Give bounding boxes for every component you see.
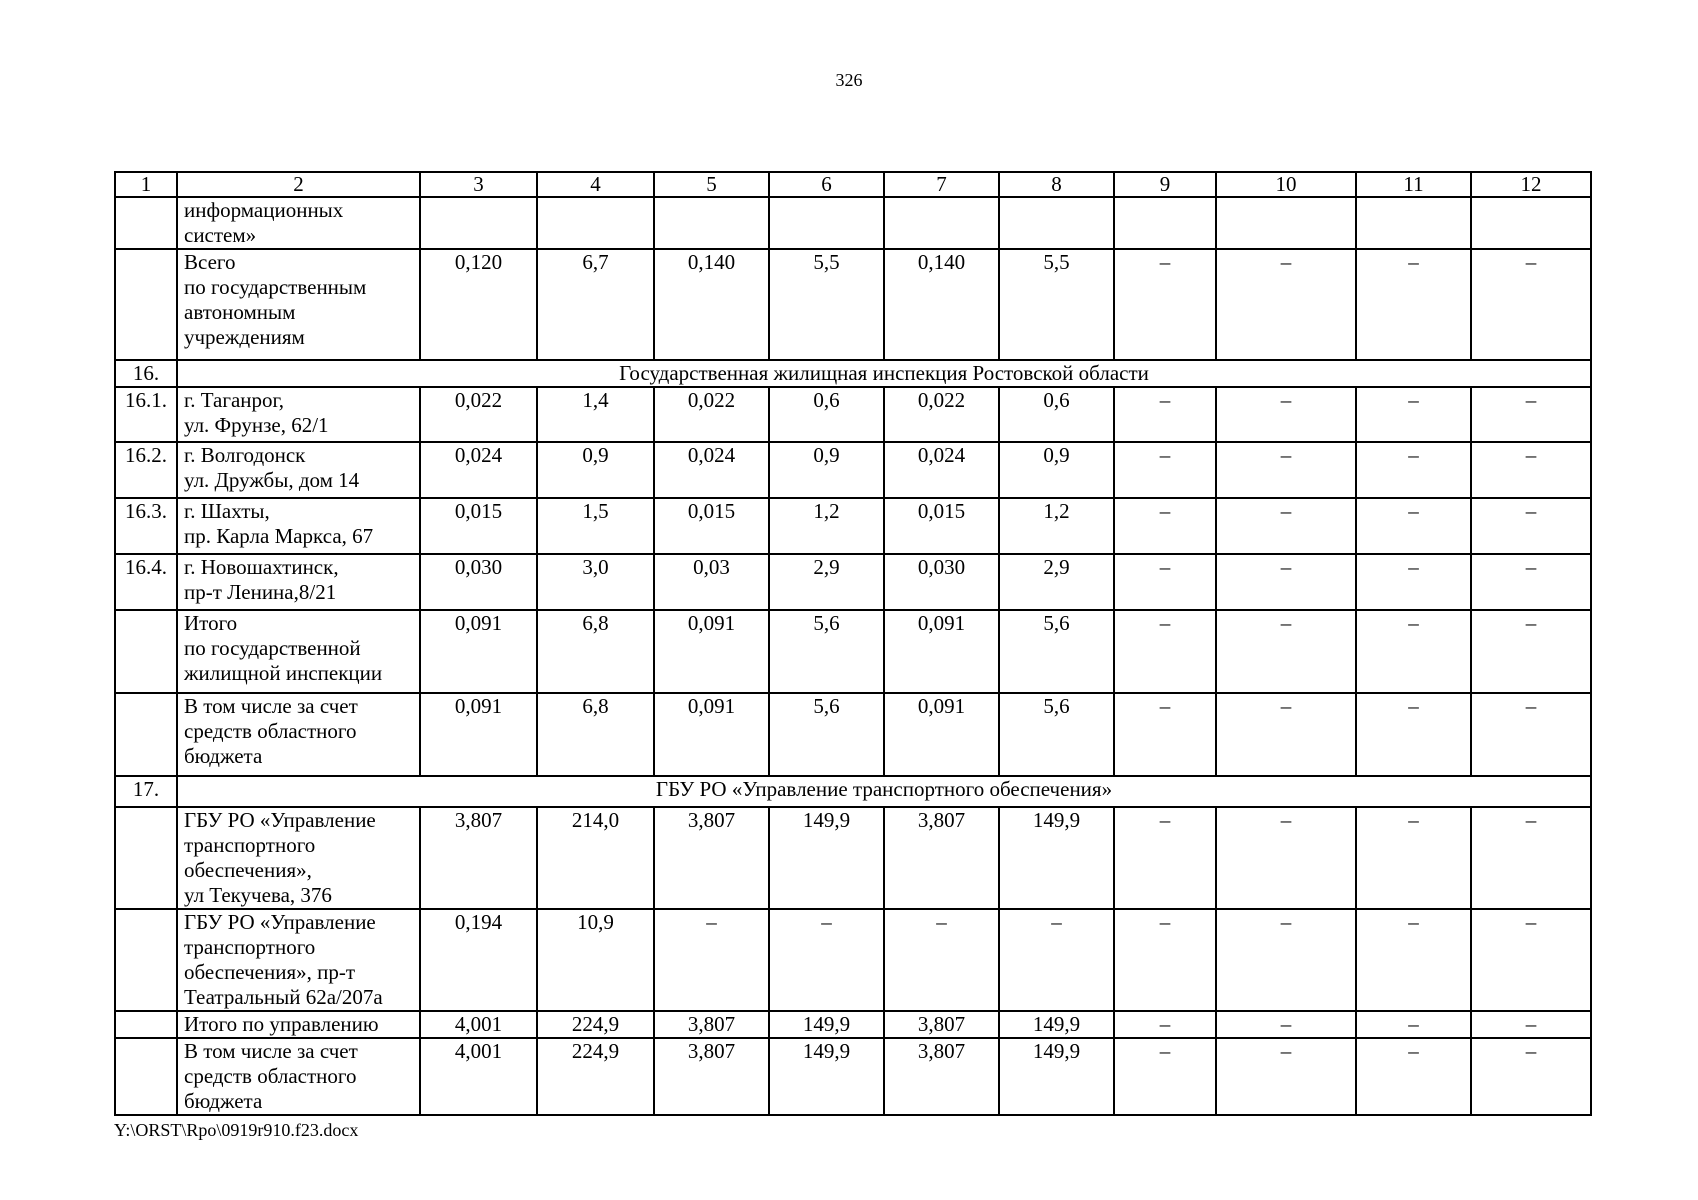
column-number-cell: 10 (1216, 172, 1356, 197)
value-cell: 0,03 (654, 554, 769, 610)
value-cell: 3,807 (654, 1011, 769, 1038)
value-cell: 0,030 (884, 554, 999, 610)
value-cell: 3,807 (654, 1038, 769, 1115)
value-cell: 5,6 (999, 693, 1114, 776)
row-name-cell: Всего по государственным автономным учреждениям (177, 249, 420, 360)
value-cell: 1,2 (769, 498, 884, 554)
value-cell: – (1356, 249, 1471, 360)
value-cell: – (1356, 610, 1471, 693)
value-cell: – (1216, 442, 1356, 498)
value-cell: – (1114, 387, 1216, 442)
value-cell: 149,9 (769, 807, 884, 909)
value-cell: 0,6 (769, 387, 884, 442)
value-cell: 0,022 (654, 387, 769, 442)
value-cell: – (1114, 807, 1216, 909)
value-cell: 0,091 (654, 693, 769, 776)
column-number-cell: 7 (884, 172, 999, 197)
value-cell: 149,9 (999, 1038, 1114, 1115)
value-cell: – (884, 909, 999, 1011)
value-cell: – (1356, 442, 1471, 498)
value-cell: 0,091 (884, 693, 999, 776)
row-number-cell (115, 197, 177, 249)
value-cell: – (1216, 498, 1356, 554)
table-row (115, 1038, 1591, 1115)
table-row (115, 909, 1591, 1011)
table-row (115, 498, 1591, 554)
column-number-cell: 4 (537, 172, 654, 197)
value-cell: 0,022 (420, 387, 537, 442)
value-cell: 2,9 (999, 554, 1114, 610)
value-cell: – (1471, 498, 1591, 554)
row-name-cell: ГБУ РО «Управление транспортного обеспечения», пр-т Театральный 62а/207а (177, 909, 420, 1011)
value-cell: – (1356, 807, 1471, 909)
column-number-cell: 3 (420, 172, 537, 197)
value-cell: – (1114, 249, 1216, 360)
value-cell: – (1114, 1011, 1216, 1038)
value-cell: 0,015 (654, 498, 769, 554)
value-cell: 0,030 (420, 554, 537, 610)
value-cell: 0,091 (420, 693, 537, 776)
table-row (115, 197, 1591, 249)
table-row (115, 387, 1591, 442)
value-cell: 4,001 (420, 1011, 537, 1038)
value-cell: – (654, 909, 769, 1011)
value-cell: 0,140 (884, 249, 999, 360)
table-row (115, 610, 1591, 693)
value-cell: 1,2 (999, 498, 1114, 554)
row-number-cell (115, 1038, 177, 1115)
table-row (115, 249, 1591, 360)
value-cell: 149,9 (999, 1011, 1114, 1038)
row-number-cell (115, 249, 177, 360)
value-cell: 0,015 (884, 498, 999, 554)
column-number-cell: 1 (115, 172, 177, 197)
value-cell: 6,8 (537, 693, 654, 776)
value-cell (884, 197, 999, 249)
value-cell: 5,6 (769, 610, 884, 693)
value-cell (420, 197, 537, 249)
footer-file-path: Y:\ORST\Rpo\0919r910.f23.docx (114, 1120, 359, 1140)
row-number-cell: 16.1. (115, 387, 177, 442)
value-cell: 224,9 (537, 1038, 654, 1115)
value-cell: 0,024 (654, 442, 769, 498)
value-cell (654, 197, 769, 249)
row-name-cell: информационных систем» (177, 197, 420, 249)
value-cell: – (1471, 1011, 1591, 1038)
section-title: ГБУ РО «Управление транспортного обеспечения» (177, 776, 1591, 807)
value-cell: 4,001 (420, 1038, 537, 1115)
value-cell: 3,807 (884, 1038, 999, 1115)
value-cell: – (1114, 1038, 1216, 1115)
table-row (115, 1011, 1591, 1038)
value-cell: – (1356, 387, 1471, 442)
value-cell: 0,120 (420, 249, 537, 360)
value-cell: 3,807 (884, 807, 999, 909)
value-cell: 5,6 (769, 693, 884, 776)
table-row (115, 693, 1591, 776)
value-cell: 1,4 (537, 387, 654, 442)
value-cell: – (1356, 909, 1471, 1011)
value-cell: 6,7 (537, 249, 654, 360)
section-number: 16. (115, 360, 177, 387)
value-cell: 224,9 (537, 1011, 654, 1038)
row-name-cell: В том числе за счет средств областного бюджета (177, 693, 420, 776)
table-row (115, 442, 1591, 498)
column-number-cell: 11 (1356, 172, 1471, 197)
value-cell: 0,9 (537, 442, 654, 498)
page-number: 326 (835, 70, 863, 90)
value-cell (1114, 197, 1216, 249)
value-cell: 0,091 (420, 610, 537, 693)
value-cell: 149,9 (769, 1038, 884, 1115)
value-cell: 6,8 (537, 610, 654, 693)
value-cell: – (1216, 610, 1356, 693)
value-cell: – (1471, 909, 1591, 1011)
value-cell: 0,015 (420, 498, 537, 554)
row-number-cell (115, 807, 177, 909)
value-cell: 3,807 (884, 1011, 999, 1038)
row-number-cell (115, 610, 177, 693)
value-cell: 149,9 (769, 1011, 884, 1038)
value-cell: 0,140 (654, 249, 769, 360)
value-cell: – (1471, 693, 1591, 776)
section-row (115, 776, 1591, 807)
value-cell: 149,9 (999, 807, 1114, 909)
row-number-cell (115, 909, 177, 1011)
column-number-cell: 6 (769, 172, 884, 197)
value-cell: – (1471, 442, 1591, 498)
row-number-cell: 16.4. (115, 554, 177, 610)
value-cell: – (1216, 909, 1356, 1011)
row-name-cell: Итого по государственной жилищной инспекции (177, 610, 420, 693)
value-cell: – (1356, 554, 1471, 610)
value-cell: – (1471, 249, 1591, 360)
value-cell: 3,0 (537, 554, 654, 610)
section-title: Государственная жилищная инспекция Ростовской области (177, 360, 1591, 387)
value-cell: – (1471, 807, 1591, 909)
value-cell: – (1471, 554, 1591, 610)
table-header-row (115, 172, 1591, 197)
value-cell: 1,5 (537, 498, 654, 554)
data-table (114, 171, 1592, 1116)
value-cell: 0,091 (884, 610, 999, 693)
value-cell: 0,6 (999, 387, 1114, 442)
value-cell: – (1216, 807, 1356, 909)
value-cell: 0,024 (884, 442, 999, 498)
value-cell (999, 197, 1114, 249)
value-cell: 0,9 (999, 442, 1114, 498)
value-cell: – (1216, 1038, 1356, 1115)
row-name-cell: г. Шахты, пр. Карла Маркса, 67 (177, 498, 420, 554)
row-name-cell: г. Таганрог, ул. Фрунзе, 62/1 (177, 387, 420, 442)
value-cell: – (1114, 693, 1216, 776)
row-number-cell: 16.3. (115, 498, 177, 554)
value-cell: – (1471, 387, 1591, 442)
value-cell: – (1356, 693, 1471, 776)
value-cell: 0,022 (884, 387, 999, 442)
column-number-cell: 9 (1114, 172, 1216, 197)
value-cell: 2,9 (769, 554, 884, 610)
value-cell: – (1114, 442, 1216, 498)
value-cell: 0,024 (420, 442, 537, 498)
table-row (115, 807, 1591, 909)
section-row (115, 360, 1591, 387)
value-cell (1356, 197, 1471, 249)
value-cell: – (1114, 554, 1216, 610)
value-cell: 5,5 (769, 249, 884, 360)
value-cell: – (1216, 554, 1356, 610)
value-cell: 3,807 (654, 807, 769, 909)
value-cell: – (769, 909, 884, 1011)
value-cell: – (1114, 909, 1216, 1011)
row-number-cell (115, 693, 177, 776)
value-cell: – (1471, 1038, 1591, 1115)
value-cell (537, 197, 654, 249)
value-cell: – (1216, 693, 1356, 776)
row-name-cell: г. Новошахтинск, пр-т Ленина,8/21 (177, 554, 420, 610)
value-cell: 10,9 (537, 909, 654, 1011)
value-cell: 3,807 (420, 807, 537, 909)
column-number-cell: 5 (654, 172, 769, 197)
value-cell: 0,194 (420, 909, 537, 1011)
value-cell: 5,6 (999, 610, 1114, 693)
value-cell: – (1356, 498, 1471, 554)
value-cell: – (1471, 610, 1591, 693)
value-cell: – (999, 909, 1114, 1011)
value-cell: – (1356, 1011, 1471, 1038)
section-number: 17. (115, 776, 177, 807)
row-name-cell: ГБУ РО «Управление транспортного обеспечения», ул Текучева, 376 (177, 807, 420, 909)
row-number-cell: 16.2. (115, 442, 177, 498)
value-cell: 0,091 (654, 610, 769, 693)
value-cell: – (1216, 1011, 1356, 1038)
row-name-cell: Итого по управлению (177, 1011, 420, 1038)
value-cell (1216, 197, 1356, 249)
value-cell (769, 197, 884, 249)
column-number-cell: 2 (177, 172, 420, 197)
table-row (115, 554, 1591, 610)
column-number-cell: 8 (999, 172, 1114, 197)
value-cell: – (1356, 1038, 1471, 1115)
value-cell: – (1216, 249, 1356, 360)
value-cell: 0,9 (769, 442, 884, 498)
value-cell: 214,0 (537, 807, 654, 909)
row-number-cell (115, 1011, 177, 1038)
column-number-cell: 12 (1471, 172, 1591, 197)
value-cell: 5,5 (999, 249, 1114, 360)
row-name-cell: В том числе за счет средств областного бюджета (177, 1038, 420, 1115)
value-cell: – (1114, 610, 1216, 693)
row-name-cell: г. Волгодонск ул. Дружбы, дом 14 (177, 442, 420, 498)
value-cell: – (1216, 387, 1356, 442)
value-cell (1471, 197, 1591, 249)
value-cell: – (1114, 498, 1216, 554)
